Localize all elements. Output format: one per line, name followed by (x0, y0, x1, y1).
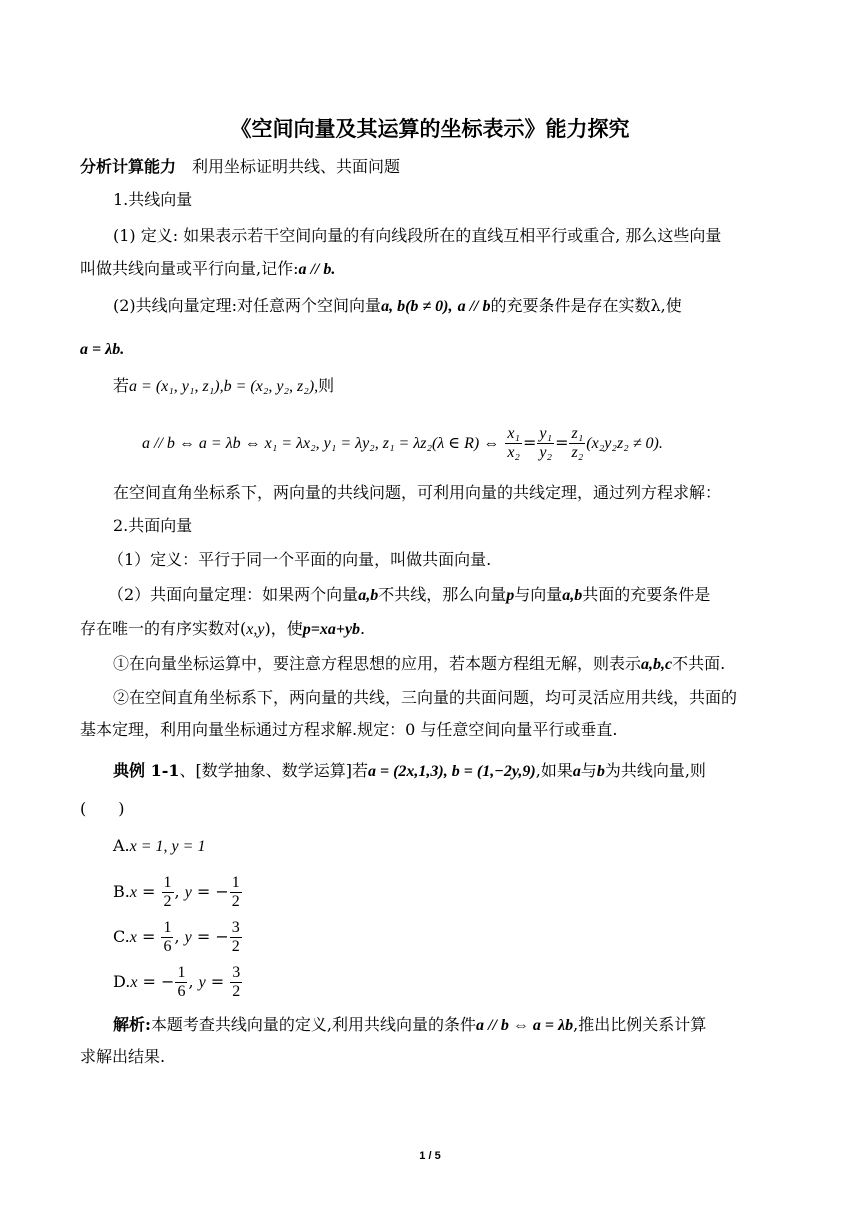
collinear-summary: 在空间直角坐标系下，两向量的共线问题，可利用向量的共线定理，通过列方程求解： (113, 483, 722, 502)
lambda-formula: a = λb. (80, 341, 125, 358)
example-tags: 、[数学抽象、数学运算]若 (179, 761, 368, 780)
coplanar-theorem-b: 不共线，那么向量 (378, 585, 507, 604)
collinear-theorem-line (113, 295, 813, 318)
option-a (113, 835, 813, 858)
example-vector-b: b (596, 763, 605, 780)
coordinate-a: a = (x₁, y₁, z₁), (129, 378, 224, 395)
equivalence-left: a // b ⇔ a = λb ⇔ x₁ = λx₂, y₁ = λy₂, z₁ = λz₂(λ ∈ R) ⇔ (142, 435, 500, 452)
coordinate-b: b = (x₂, y₂, z₂), (223, 378, 319, 395)
coplanar-p: p (506, 587, 515, 604)
collinear-heading: 1.共线向量 (113, 190, 193, 209)
option-b-label: B. (113, 882, 130, 901)
coplanar-note1 (113, 653, 813, 676)
collinear-notation: a // b. (298, 261, 336, 278)
page-title: 《空间向量及其运算的坐标表示》能力探究 (230, 116, 630, 141)
analysis-text-b: ,推出比例关系计算 (573, 1015, 707, 1034)
collinear-equivalence: a // b ⇔ a = λb ⇔ x₁ = λx₂, y₁ = λy₂, z₁ = λz₂(λ ∈ R) ⇔ $\frac{\text{x₁}}{\text{x₂}}$ = $\frac{\text{y₁}}{\text{y₂}}$ = $\frac{\text{z₁}}{\text{z₂}}$ (x₂y₂z₂ ≠ 0). (142, 425, 663, 461)
example-question-c: 为共线向量,则 (604, 761, 706, 780)
coplanar-theorem-f: )，使 (264, 619, 303, 638)
fraction-y: $\frac{\text{y₁}}{\text{y₂}}$ (539, 425, 553, 461)
example-vector-a: a (572, 763, 581, 780)
coplanar-theorem-line1 (108, 584, 808, 607)
coplanar-ab-1: a,b (358, 587, 379, 604)
analysis-label: 解析: (113, 1015, 151, 1034)
coplanar-note2-line1: ②在空间直角坐标系下，两向量的共线，三向量的共面问题，均可灵活应用共线，共面的 (113, 688, 738, 707)
note1-text: ①在向量坐标运算中，要注意方程思想的应用，若本题方程组无解，则表示 (113, 654, 642, 673)
fraction-z: $\frac{\text{z₁}}{\text{z₂}}$ (571, 425, 584, 461)
coplanar-note2-line2: 基本定理，利用向量坐标通过方程求解.规定：0 与任意空间向量平行或垂直. (80, 720, 618, 739)
page-number: 1 / 5 (419, 1150, 441, 1162)
option-a-text: x = 1, y = 1 (129, 838, 206, 855)
coplanar-theorem-d: 共面的充要条件是 (582, 585, 711, 604)
option-c-y-fraction: $\frac{3}{2}$ (231, 919, 240, 955)
coplanar-definition: （1）定义：平行于同一个平面的向量，叫做共面向量. (108, 550, 492, 569)
collinear-theorem-prefix: (2)共线向量定理:对任意两个空间向量 (113, 296, 382, 315)
coplanar-xy: x,y (246, 621, 265, 638)
coplanar-theorem-line2 (80, 618, 780, 641)
analysis-line1 (113, 1014, 813, 1037)
option-b: B.x = $\frac{1}{2}$ , y = − $\frac{1}{2}$ (113, 874, 240, 910)
collinear-theorem-vectors: a, b(b ≠ 0), (381, 298, 453, 315)
option-d: D.x = − $\frac{1}{6}$ , y = $\frac{3}{2}$ (113, 964, 241, 1000)
analysis-text-a: 本题考查共线向量的定义,利用共线向量的条件 (150, 1015, 477, 1034)
section-heading-line (80, 156, 780, 178)
coplanar-theorem-a: （2）共面向量定理：如果两个向量 (108, 585, 359, 604)
coplanar-equation: p=xa+yb (302, 621, 361, 638)
collinear-definition-line2 (80, 258, 780, 281)
option-b-y-fraction: $\frac{1}{2}$ (231, 874, 240, 910)
option-c-label: C. (113, 927, 130, 946)
option-c: C.x = $\frac{1}{6}$ , y = − $\frac{3}{2}$ (113, 919, 240, 955)
collinear-theorem-suffix: 的充要条件是存在实数λ,使 (490, 296, 682, 315)
example-label: 典例 1-1 (113, 761, 180, 780)
option-d-y-fraction: $\frac{3}{2}$ (232, 964, 241, 1000)
coplanar-ab-2: a,b (562, 587, 583, 604)
option-d-x-fraction: $\frac{1}{6}$ (177, 964, 186, 1000)
coplanar-theorem-c: 与向量 (514, 585, 563, 604)
analysis-line2: 求解出结果. (80, 1047, 166, 1066)
option-c-x-fraction: $\frac{1}{6}$ (163, 919, 172, 955)
collinear-theorem-formula (80, 338, 780, 361)
example-question-b: 与 (580, 761, 597, 780)
collinear-theorem-parallel: a // b (457, 298, 491, 315)
analysis-formula: a // b ⇔ a = λb (476, 1017, 574, 1034)
example-answer-paren: ( ) (80, 799, 125, 818)
coordinate-then: 则 (318, 376, 335, 395)
collinear-definition-text: 叫做共线向量或平行向量,记作: (80, 259, 299, 278)
note1-tail: 不共面. (672, 654, 726, 673)
example-question (113, 760, 813, 783)
example-question-a: ,如果 (535, 761, 573, 780)
coplanar-heading: 2.共面向量 (113, 516, 193, 535)
fraction-x: $\frac{\text{x₁}}{\text{x₂}}$ (507, 425, 520, 461)
option-a-label: A. (113, 836, 130, 855)
example-vectors: a = (2x,1,3), b = (1,−2y,9) (367, 763, 536, 780)
coplanar-theorem-g: . (360, 619, 366, 638)
coplanar-theorem-e: 存在唯一的有序实数对( (80, 619, 247, 638)
equivalence-right: (x₂y₂z₂ ≠ 0). (586, 435, 663, 452)
section-subheading: 利用坐标证明共线、共面问题 (192, 157, 401, 176)
coordinate-line (113, 375, 813, 398)
coordinate-prefix: 若 (113, 376, 130, 395)
note1-abc: a,b,c (641, 656, 673, 673)
section-heading: 分析计算能力 (80, 157, 177, 176)
option-b-x-fraction: $\frac{1}{2}$ (163, 874, 172, 910)
collinear-definition-line1: (1) 定义: 如果表示若干空间向量的有向线段所在的直线互相平行或重合, 那么这些向量 (113, 226, 722, 245)
option-d-label: D. (113, 972, 131, 991)
